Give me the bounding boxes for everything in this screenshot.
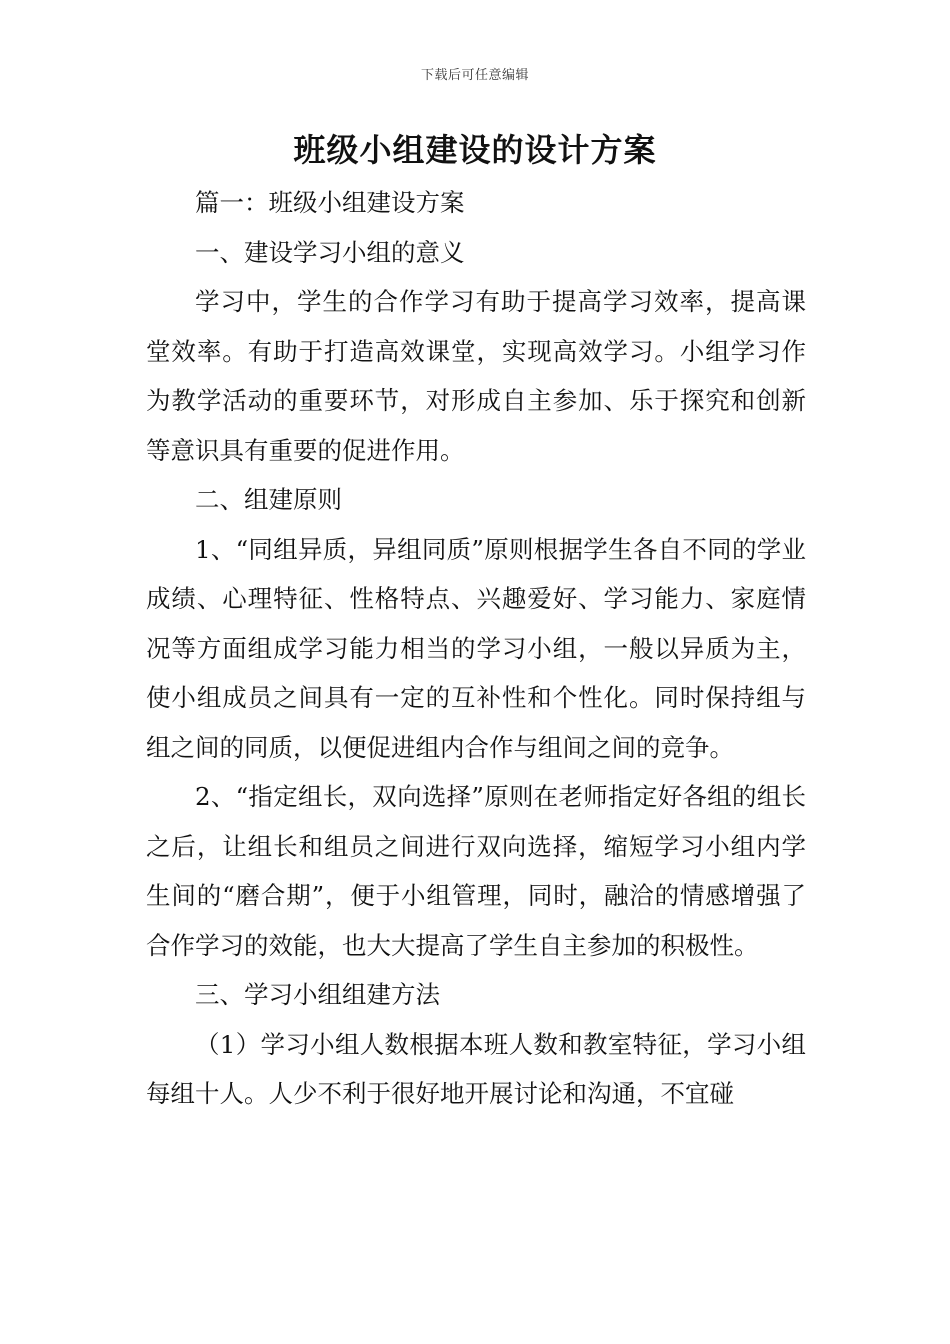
body-paragraph: （1）学习小组人数根据本班人数和教室特征，学习小组每组十人。人少不利于很好地开展讨论和沟通，不宜碰 — [146, 1029, 806, 1108]
document-body — [146, 178, 806, 1119]
body-paragraph: 2、“指定组长，双向选择”原则在老师指定好各组的组长之后，让组长和组员之间进行双向选择，缩短学习小组内学生间的“磨合期”，便于小组管理，同时，融洽的情感增强了合作学习的效能，也大大提高了学生自主参加的积极性。 — [146, 782, 806, 960]
section-heading: 一、建设学习小组的意义 — [195, 237, 465, 267]
section-heading: 篇一：班级小组建设方案 — [195, 188, 465, 217]
document-title: 班级小组建设的设计方案 — [293, 131, 657, 169]
page-watermark: 下载后可任意编辑 — [420, 68, 529, 83]
section-heading: 三、学习小组组建方法 — [195, 980, 440, 1009]
body-paragraph: 学习中，学生的合作学习有助于提高学习效率，提高课堂效率。有助于打造高效课堂，实现高效学习。小组学习作为教学活动的重要环节，对形成自主参加、乐于探究和创新等意识具有重要的促进作用。 — [146, 287, 806, 465]
section-heading: 二、组建原则 — [195, 485, 342, 514]
body-paragraph: 1、“同组异质，异组同质”原则根据学生各自不同的学业成绩、心理特征、性格特点、兴趣爱好、学习能力、家庭情况等方面组成学习能力相当的学习小组，一般以异质为主，使小组成员之间具有一定的互补性和个性化。同时保持组与组之间的同质，以便促进组内合作与组间之间的竞争。 — [146, 534, 806, 762]
